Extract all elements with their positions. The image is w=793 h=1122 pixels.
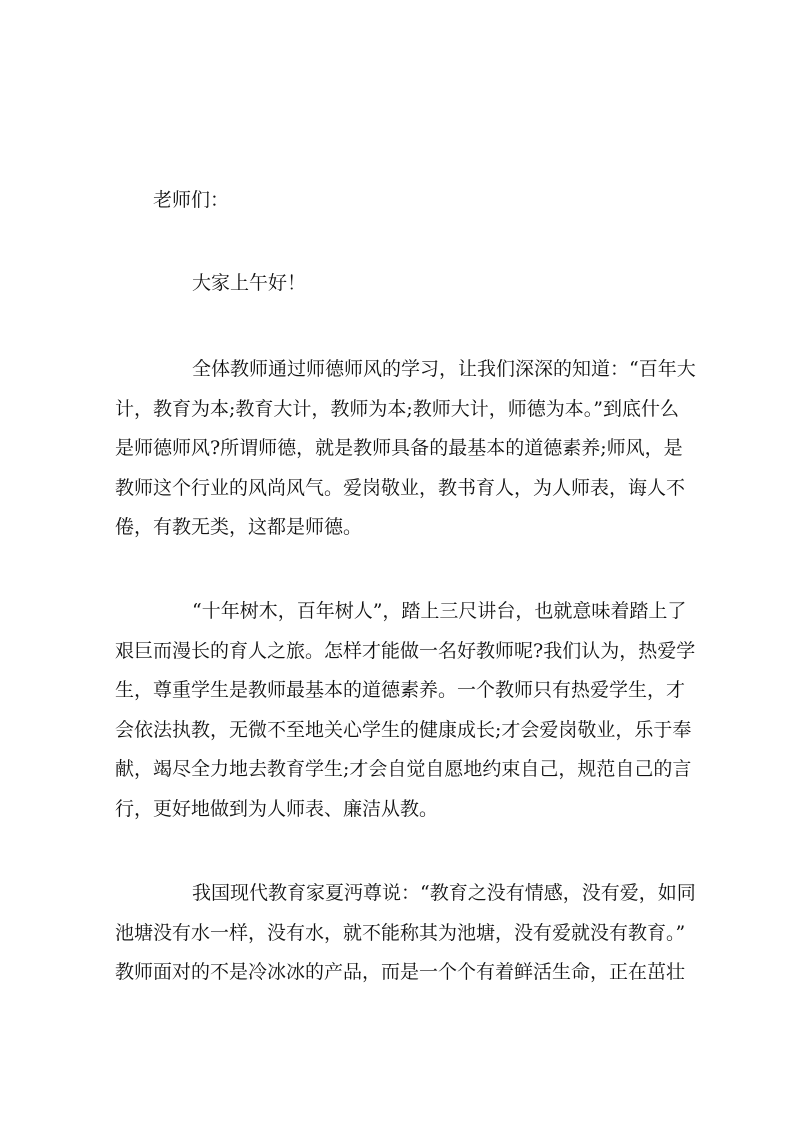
paragraph-line: 是师德师风?所谓师德，就是教师具备的最基本的道德素养;师风，是 [115,437,683,460]
paragraph-love-students [115,592,696,830]
paragraph-line: 全体教师通过师德师风的学习，让我们深深的知道：“百年大 [192,358,696,380]
paragraph-line: 倦，有教无类，这都是师德。 [115,516,363,539]
paragraph-line: 教师面对的不是冷冰冰的产品，而是一个个有着鲜活生命，正在茁壮 [115,961,686,984]
paragraph-line: 艰巨而漫长的育人之旅。怎样才能做一名好教师呢?我们认为，热爱学 [115,639,696,662]
paragraph-line: 我国现代教育家夏沔尊说：“教育之没有情感，没有爱，如同 [192,882,696,904]
greeting: 大家上午好！ [192,272,307,294]
paragraph-teacher-ethics [115,350,696,548]
salutation: 老师们： [153,189,230,211]
paragraph-educator-quote [115,874,696,993]
paragraph-line: “十年树木，百年树人”，踏上三尺讲台，也就意味着踏上了 [192,600,687,622]
paragraph-line: 行，更好地做到为人师表、廉洁从教。 [115,797,439,820]
paragraph-line: 生，尊重学生是教师最基本的道德素养。一个教师只有热爱学生，才 [115,679,686,702]
paragraph-line: 计，教育为本;教育大计，教师为本;教师大计，师德为本。”到底什么 [115,397,680,420]
paragraph-line: 会依法执教，无微不至地关心学生的健康成长;才会爱岗敬业，乐于奉 [115,718,692,741]
paragraph-line: 献，竭尽全力地去教育学生;才会自觉自愿地约束自己，规范自己的言 [115,758,692,781]
paragraph-line: 池塘没有水一样，没有水，就不能称其为池塘，没有爱就没有教育。” [115,921,686,944]
paragraph-line: 教师这个行业的风尚风气。爱岗敬业，教书育人，为人师表，诲人不 [115,476,686,499]
